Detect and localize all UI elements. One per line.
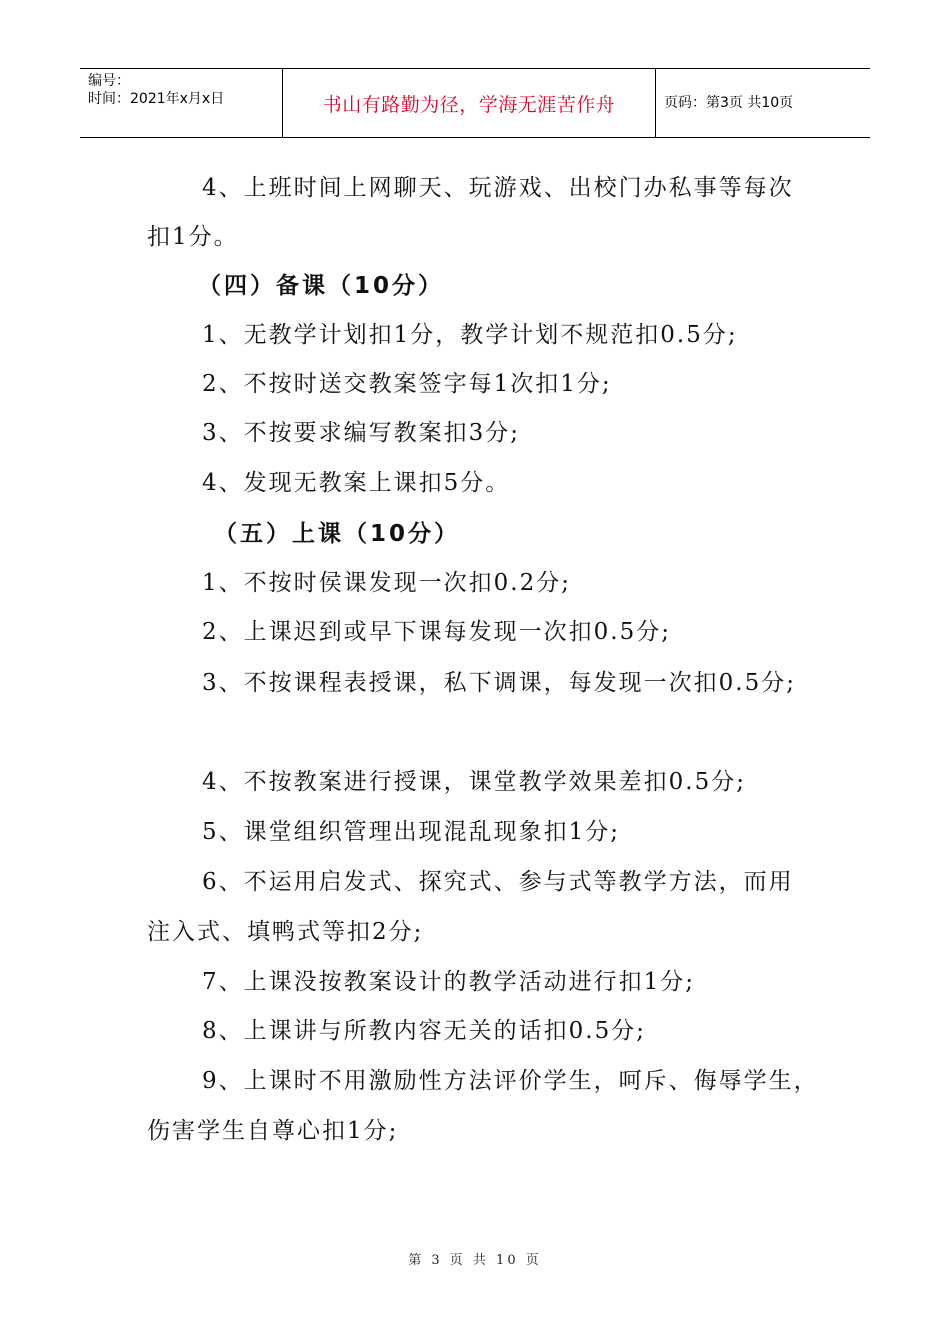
body-line: 9、上课时不用激励性方法评价学生，呵斥、侮辱学生，: [202, 1068, 819, 1094]
body-line: 1、不按时侯课发现一次扣0.2分;: [202, 570, 571, 596]
header-page-info: 页码：第3页 共10页: [664, 95, 794, 111]
body-line: 2、上课迟到或早下课每发现一次扣0.5分;: [202, 619, 671, 645]
body-line: 1、无教学计划扣1分，教学计划不规范扣0.5分;: [202, 322, 738, 348]
document-number-label: 编号：: [88, 73, 130, 89]
body-line: 7、上课没按教案设计的教学活动进行扣1分;: [202, 969, 696, 995]
header-page-cell: [656, 69, 870, 137]
body-line: 4、上班时间上网聊天、玩游戏、出校门办私事等每次: [202, 175, 794, 201]
header-motto: 书山有路勤为径，学海无涯苦作舟: [322, 93, 616, 116]
body-line: 4、发现无教案上课扣5分。: [202, 470, 511, 496]
body-line: 伤害学生自尊心扣1分;: [147, 1118, 399, 1144]
body-line: 2、不按时送交教案签字每1次扣1分;: [202, 371, 612, 397]
body-line: 4、不按教案进行授课，课堂教学效果差扣0.5分;: [202, 769, 746, 795]
page-header: [80, 68, 870, 138]
document-time-label: 时间：2021年x月x日: [88, 91, 225, 107]
body-line: 8、上课讲与所教内容无关的话扣0.5分;: [202, 1018, 646, 1044]
section-heading: （五）上课（10分）: [214, 521, 461, 547]
section-heading: （四）备课（10分）: [198, 273, 445, 299]
header-motto-cell: [283, 69, 656, 137]
body-line: 扣1分。: [147, 224, 239, 250]
body-line: 3、不按要求编写教案扣3分;: [202, 420, 521, 446]
body-line: 注入式、填鸭式等扣2分;: [147, 919, 424, 945]
body-line: 6、不运用启发式、探究式、参与式等教学方法，而用: [202, 869, 794, 895]
body-line: 5、课堂组织管理出现混乱现象扣1分;: [202, 819, 621, 845]
page-footer: 第 3 页 共 10 页: [408, 1253, 542, 1268]
body-line: 3、不按课程表授课，私下调课，每发现一次扣0.5分;: [202, 670, 796, 696]
header-meta-cell: [80, 69, 283, 137]
